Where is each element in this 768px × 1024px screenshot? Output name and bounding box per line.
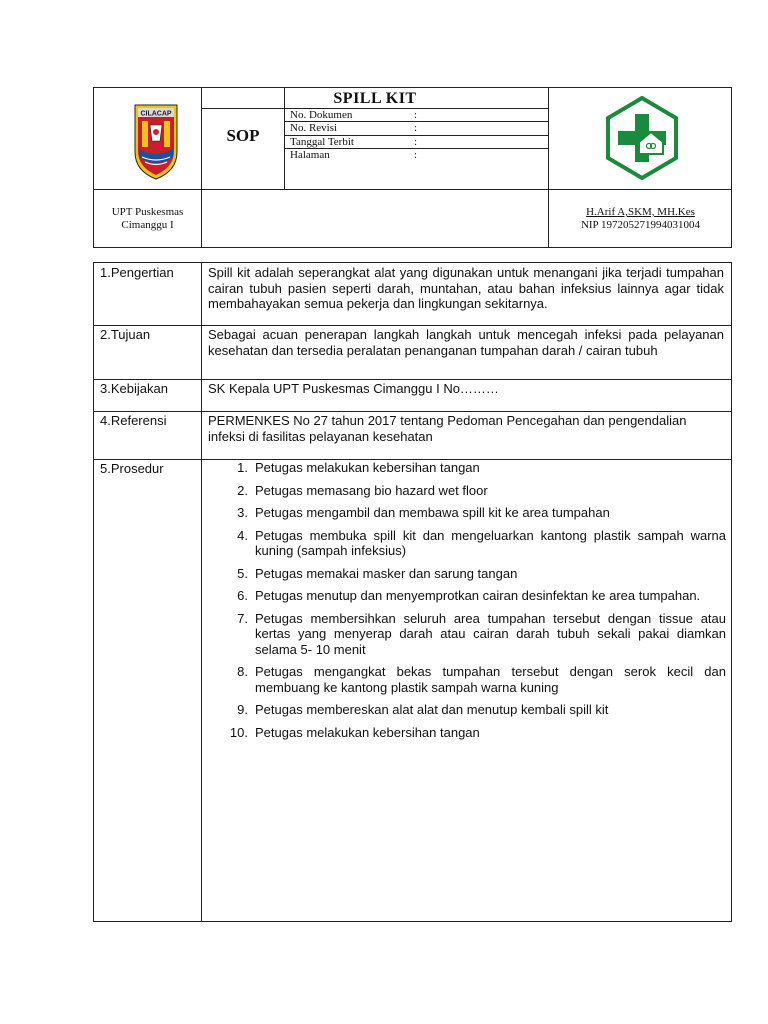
step-text: Petugas membersihkan seluruh area tumpahan tersebut dengan tissue atau kertas yang menyerap darah atau cairan darah tubuh sekali pakai diamkan selama 5- 10 menit: [255, 610, 726, 657]
column-divider: [201, 263, 202, 921]
row-divider: [94, 411, 732, 412]
header-divider: [94, 189, 732, 190]
row-divider: [94, 379, 732, 380]
step-text: Petugas melakukan kebersihan tangan: [255, 460, 480, 475]
step-text: Petugas melakukan kebersihan tangan: [255, 724, 480, 740]
section-text-tujuan: Sebagai acuan penerapan langkah langkah untuk mencegah infeksi pada pelayanan kesehatan dan tersedia peralatan penanganan tumpahan darah / cairan tubuh: [208, 327, 724, 358]
section-label-prosedur: 5.Prosedur: [100, 461, 164, 476]
procedure-step: [208, 460, 726, 476]
step-number: 10.: [229, 724, 248, 740]
section-text-referensi: PERMENKES No 27 tahun 2017 tentang Pedoman Pencegahan dan pengendalian infeksi di fasilitas pelayanan kesehatan: [208, 413, 687, 444]
meta-colon: :: [414, 136, 418, 148]
procedure-step: [208, 725, 726, 741]
step-text: Petugas memasang bio hazard wet floor: [255, 482, 488, 498]
step-text: Petugas mengangkat bekas tumpahan tersebut dengan serok kecil dan membuang ke kantong plastik sampah warna kuning: [255, 664, 726, 695]
org-name-line: UPT Puskesmas: [111, 206, 184, 218]
procedure-step: [208, 505, 726, 521]
sop-header-table: [93, 87, 732, 248]
meta-colon: :: [414, 109, 418, 121]
procedure-step: [208, 702, 726, 718]
header-divider: [201, 108, 548, 109]
section-label-kebijakan: 3.Kebijakan: [100, 381, 168, 396]
procedure-list: [208, 460, 726, 747]
puskesmas-logo: [606, 96, 678, 180]
step-text: Petugas memakai masker dan sarung tangan: [255, 565, 518, 581]
step-text: Petugas mengambil dan membawa spill kit ke area tumpahan: [255, 505, 610, 520]
meta-colon: :: [414, 122, 418, 134]
step-text: Petugas membuka spill kit dan mengeluarkan kantong plastik sampah warna kuning (sampah infeksius): [255, 527, 726, 558]
step-number: 4.: [237, 527, 248, 543]
sop-content-table: [93, 262, 732, 922]
meta-colon: :: [414, 149, 418, 161]
meta-no-revisi-label: No. Revisi: [290, 122, 338, 134]
step-number: 8.: [237, 664, 248, 679]
sop-label: SOP: [226, 126, 260, 145]
org-name: [94, 206, 201, 232]
step-number: 6.: [237, 588, 248, 603]
step-number: 2.: [237, 482, 248, 498]
step-number: 7.: [237, 610, 248, 626]
row-divider: [94, 325, 732, 326]
step-number: 9.: [237, 702, 248, 717]
step-text: Petugas menutup dan menyemprotkan cairan desinfektan ke area tumpahan.: [255, 588, 701, 603]
procedure-step: [208, 611, 726, 658]
logo-wordmark: CILACAP: [140, 110, 172, 118]
step-number: 5.: [237, 565, 248, 581]
cilacap-logo: [132, 97, 180, 181]
signer-name: H.Arif A,SKM, MH.Kes: [586, 206, 695, 218]
procedure-step: [208, 588, 726, 604]
procedure-step: [208, 483, 726, 499]
section-text-pengertian: Spill kit adalah seperangkat alat yang digunakan untuk menangani jika terjadi tumpahan cairan tubuh pasien seperti darah, muntahan, atau bahan infeksius lainnya agar tidak membahayakan semua pekerja dan lingkungan sekitarnya.: [208, 265, 724, 311]
procedure-step: [208, 664, 726, 695]
section-label-pengertian: 1.Pengertian: [100, 265, 174, 280]
procedure-step: [208, 566, 726, 582]
step-text: Petugas membereskan alat alat dan menutup kembali spill kit: [255, 702, 609, 717]
step-number: 3.: [237, 505, 248, 520]
org-name-line: Cimanggu I: [121, 219, 174, 231]
section-label-referensi: 4.Referensi: [100, 413, 167, 428]
meta-halaman-label: Halaman: [290, 149, 330, 161]
step-number: 1.: [237, 460, 248, 475]
procedure-step: [208, 528, 726, 559]
meta-tanggal-terbit-label: Tanggal Terbit: [290, 136, 354, 148]
section-label-tujuan: 2.Tujuan: [100, 327, 151, 342]
section-text-kebijakan: SK Kepala UPT Puskesmas Cimanggu I No………: [208, 381, 499, 396]
signer-nip: NIP 197205271994031004: [580, 219, 701, 231]
signer-block: [549, 206, 732, 232]
header-divider: [201, 88, 202, 248]
document-title: SPILL KIT: [333, 90, 417, 107]
meta-no-dokumen-label: No. Dokumen: [290, 109, 353, 121]
